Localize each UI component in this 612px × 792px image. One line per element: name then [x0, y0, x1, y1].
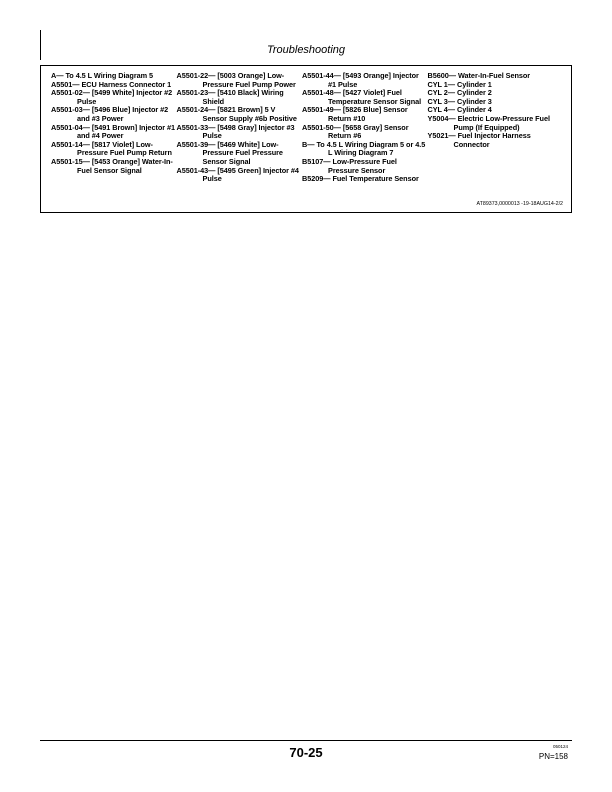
- legend-reference-code: AT89373,0000013 -19-18AUG14-2/2: [476, 201, 563, 207]
- legend-column: [428, 72, 553, 184]
- legend-entry: A5501-04— [5491 Brown] Injector #1 and #4 Power: [51, 122, 176, 141]
- legend-entry: A5501-15— [5453 Orange] Water-In-Fuel Sensor Signal: [51, 156, 173, 175]
- legend-entry: A5501-44— [5493 Orange] Injector #1 Pulse: [302, 71, 419, 89]
- pn-label: PN=158: [538, 752, 568, 761]
- legend-entry: Y5021— Fuel Injector Harness Connector: [427, 131, 531, 149]
- legend-column: [302, 72, 427, 184]
- legend-entry: A5501-50— [5658 Gray] Sensor Return #6: [302, 122, 409, 141]
- legend-columns: [51, 72, 563, 184]
- legend-entry: A5501-03— [5496 Blue] Injector #2 and #3 Power: [51, 105, 169, 123]
- legend-entry: Y5004— Electric Low-Pressure Fuel Pump (If Equipped): [427, 113, 550, 132]
- legend-entry: A5501-33— [5498 Gray] Injector #3 Pulse: [176, 122, 295, 141]
- legend-entry: A5501-23— [5410 Black] Wiring Shield: [176, 88, 284, 106]
- legend-entry: A5501-49— [5826 Blue] Sensor Return #10: [302, 105, 408, 123]
- legend-entry: A5501-39— [5469 White] Low-Pressure Fuel Pressure Sensor Signal: [176, 139, 283, 166]
- legend-entry: A5501-02— [5499 White] Injector #2 Pulse: [51, 88, 173, 106]
- legend-entry: B5600— Water-In-Fuel Sensor: [427, 71, 531, 80]
- legend-column: [177, 72, 302, 184]
- legend-entry: B5107— Low-Pressure Fuel Pressure Sensor: [302, 156, 397, 175]
- legend-entry: A5501-14— [5817 Violet] Low-Pressure Fuel Pump Return: [51, 139, 172, 158]
- legend-entry: B5209— Fuel Temperature Sensor: [302, 174, 419, 184]
- legend-box: [40, 65, 572, 213]
- legend-column: [51, 72, 176, 184]
- legend-entry: CYL 1— Cylinder 1: [427, 79, 492, 89]
- page-title: Troubleshooting: [266, 44, 346, 56]
- legend-entry: A5501-48— [5427 Violet] Fuel Temperature Sensor Signal: [302, 88, 422, 106]
- legend-entry: B— To 4.5 L Wiring Diagram 5 or 4.5 L Wiring Diagram 7: [302, 139, 426, 158]
- legend-entry: CYL 4— Cylinder 4: [427, 105, 492, 115]
- legend-entry: CYL 2— Cylinder 2: [427, 88, 492, 98]
- footer-rule: [40, 740, 572, 741]
- legend-entry: A5501-43— [5495 Green] Injector #4 Pulse: [176, 165, 299, 184]
- legend-entry: A— To 4.5 L Wiring Diagram 5: [51, 71, 154, 80]
- footer-code: 050124: [552, 744, 568, 749]
- page-number: 70-25: [289, 745, 323, 760]
- legend-entry: A5501-24— [5821 Brown] 5 V Sensor Supply #6b Positive: [176, 105, 297, 123]
- legend-entry: A5501— ECU Harness Connector 1: [51, 79, 172, 89]
- legend-entry: CYL 3— Cylinder 3: [427, 96, 492, 106]
- legend-entry: A5501-22— [5003 Orange] Low-Pressure Fuel Pump Power: [176, 71, 296, 89]
